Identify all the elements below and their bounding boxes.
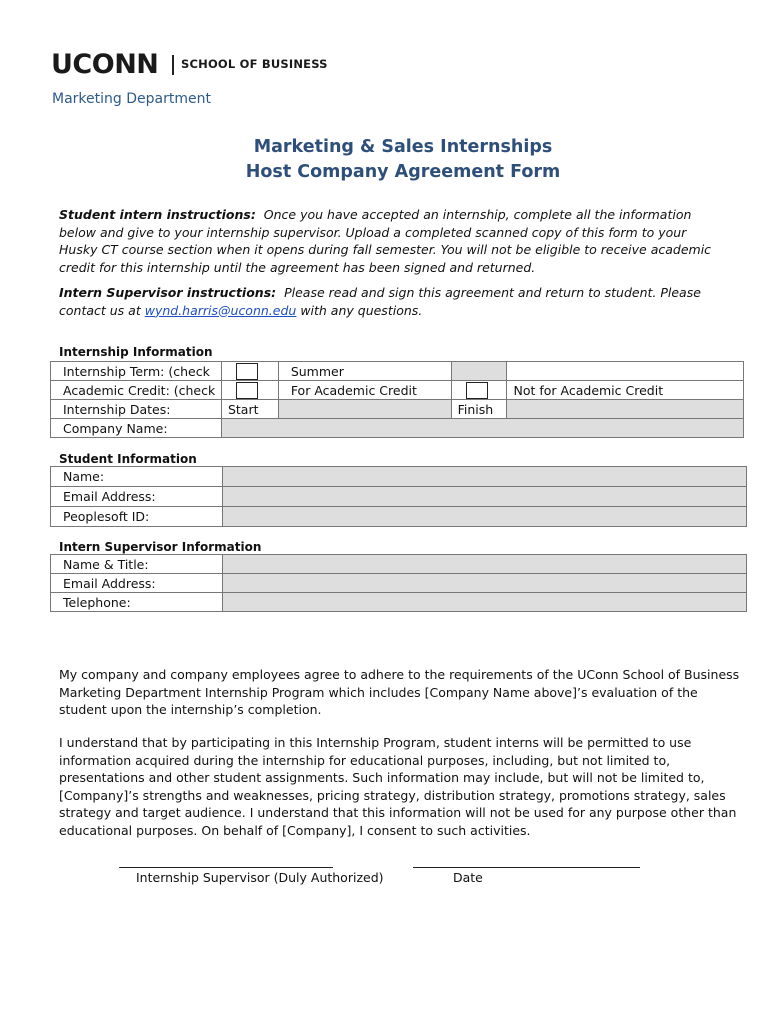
table-row [51, 419, 744, 438]
student-info-table [50, 466, 747, 527]
finish-date-field[interactable] [507, 400, 744, 419]
table-row [51, 400, 744, 419]
student-name-field[interactable] [222, 467, 746, 487]
supervisor-name-field[interactable] [222, 555, 746, 574]
logo-divider [172, 55, 174, 75]
supervisor-instructions-tail: with any questions. [300, 302, 423, 318]
table-row [51, 555, 747, 574]
peoplesoft-id-field[interactable] [222, 507, 746, 527]
student-instructions-text: Once you have accepted an internship, complete all the information below and give to your internship supervisor. Upload a completed scanned copy of this form to your Husky CT course section when it opens during fall semester. You will not be eligible to receive academic credit for this internship until the agreement has been signed and returned. [59, 207, 712, 275]
dates-label: Internship Dates: [51, 400, 222, 419]
start-label: Start [221, 400, 278, 419]
table-row [51, 593, 747, 612]
supervisor-name-label: Name & Title: [51, 555, 223, 574]
student-instructions-label: Student intern instructions: [59, 207, 256, 222]
table-row [51, 487, 747, 507]
student-info-heading: Student Information [59, 452, 197, 466]
student-email-field[interactable] [222, 487, 746, 507]
term-label: Internship Term: (check [51, 362, 222, 381]
table-row [51, 574, 747, 593]
start-date-field[interactable] [278, 400, 451, 419]
student-email-label: Email Address: [51, 487, 223, 507]
credit-checkbox-cell [221, 381, 278, 400]
form-subtitle: Host Company Agreement Form [245, 162, 561, 182]
supervisor-phone-label: Telephone: [51, 593, 223, 612]
date-signature-line[interactable] [413, 867, 640, 868]
credit-label: Academic Credit: (check [51, 381, 222, 400]
agreement-paragraph-1: My company and company employees agree to adhere to the requirements of the UConn School of Business Marketing Department Internship Program which includes [Company Name above]’s evaluation of the student upon the internship’s completion. [59, 667, 740, 717]
company-name-field[interactable] [221, 419, 743, 438]
date-label: Date [453, 870, 483, 885]
internship-info-table [50, 361, 744, 438]
contact-email-link[interactable]: wynd.harris@uconn.edu [144, 302, 297, 318]
term-option: Summer [278, 362, 451, 381]
no-credit-checkbox-cell [451, 381, 507, 400]
agreement-paragraph-2: I understand that by participating in this Internship Program, student interns will be permitted to use information acquired during the internship for educational purposes, including, but not limited to, presentations and other student assignments. Such information may include, but will not be limited to, [Company]’s strengths and weaknesses, pricing strategy, distribution strategy, promotions strategy, sales strategy and target audience. I understand that this information will not be used for any purpose other than educational purposes. On behalf of [Company], I consent to such activities. [59, 735, 737, 838]
table-row [51, 362, 744, 381]
form-title: Marketing & Sales Internships [253, 137, 553, 157]
credit-option-yes: For Academic Credit [278, 381, 451, 400]
term-checkbox-cell [221, 362, 278, 381]
school-name: SCHOOL OF BUSINESS [181, 57, 328, 71]
student-instructions [59, 206, 719, 276]
credit-option-no: Not for Academic Credit [507, 381, 744, 400]
student-name-label: Name: [51, 467, 223, 487]
internship-info-heading: Internship Information [59, 345, 213, 359]
company-label: Company Name: [51, 419, 222, 438]
supervisor-email-label: Email Address: [51, 574, 223, 593]
gray-cell [451, 362, 507, 381]
summer-checkbox[interactable] [236, 363, 258, 380]
supervisor-phone-field[interactable] [222, 593, 746, 612]
table-row [51, 381, 744, 400]
blank-cell [507, 362, 744, 381]
table-row [51, 507, 747, 527]
supervisor-info-heading: Intern Supervisor Information [59, 540, 262, 554]
supervisor-email-field[interactable] [222, 574, 746, 593]
not-for-credit-checkbox[interactable] [466, 382, 488, 399]
supervisor-instructions-label: Intern Supervisor instructions: [59, 285, 277, 300]
peoplesoft-id-label: Peoplesoft ID: [51, 507, 223, 527]
for-credit-checkbox[interactable] [236, 382, 258, 399]
supervisor-signature-line[interactable] [119, 867, 333, 868]
supervisor-instructions [59, 284, 719, 319]
finish-label: Finish [451, 400, 507, 419]
table-row [51, 467, 747, 487]
uconn-logo: UCONN [51, 49, 159, 80]
supervisor-info-table [50, 554, 747, 612]
supervisor-instructions-text: Please read and sign this agreement and return to student. Please contact us at [59, 285, 701, 318]
supervisor-signature-label: Internship Supervisor (Duly Authorized) [136, 870, 384, 885]
department-name: Marketing Department [52, 91, 211, 107]
